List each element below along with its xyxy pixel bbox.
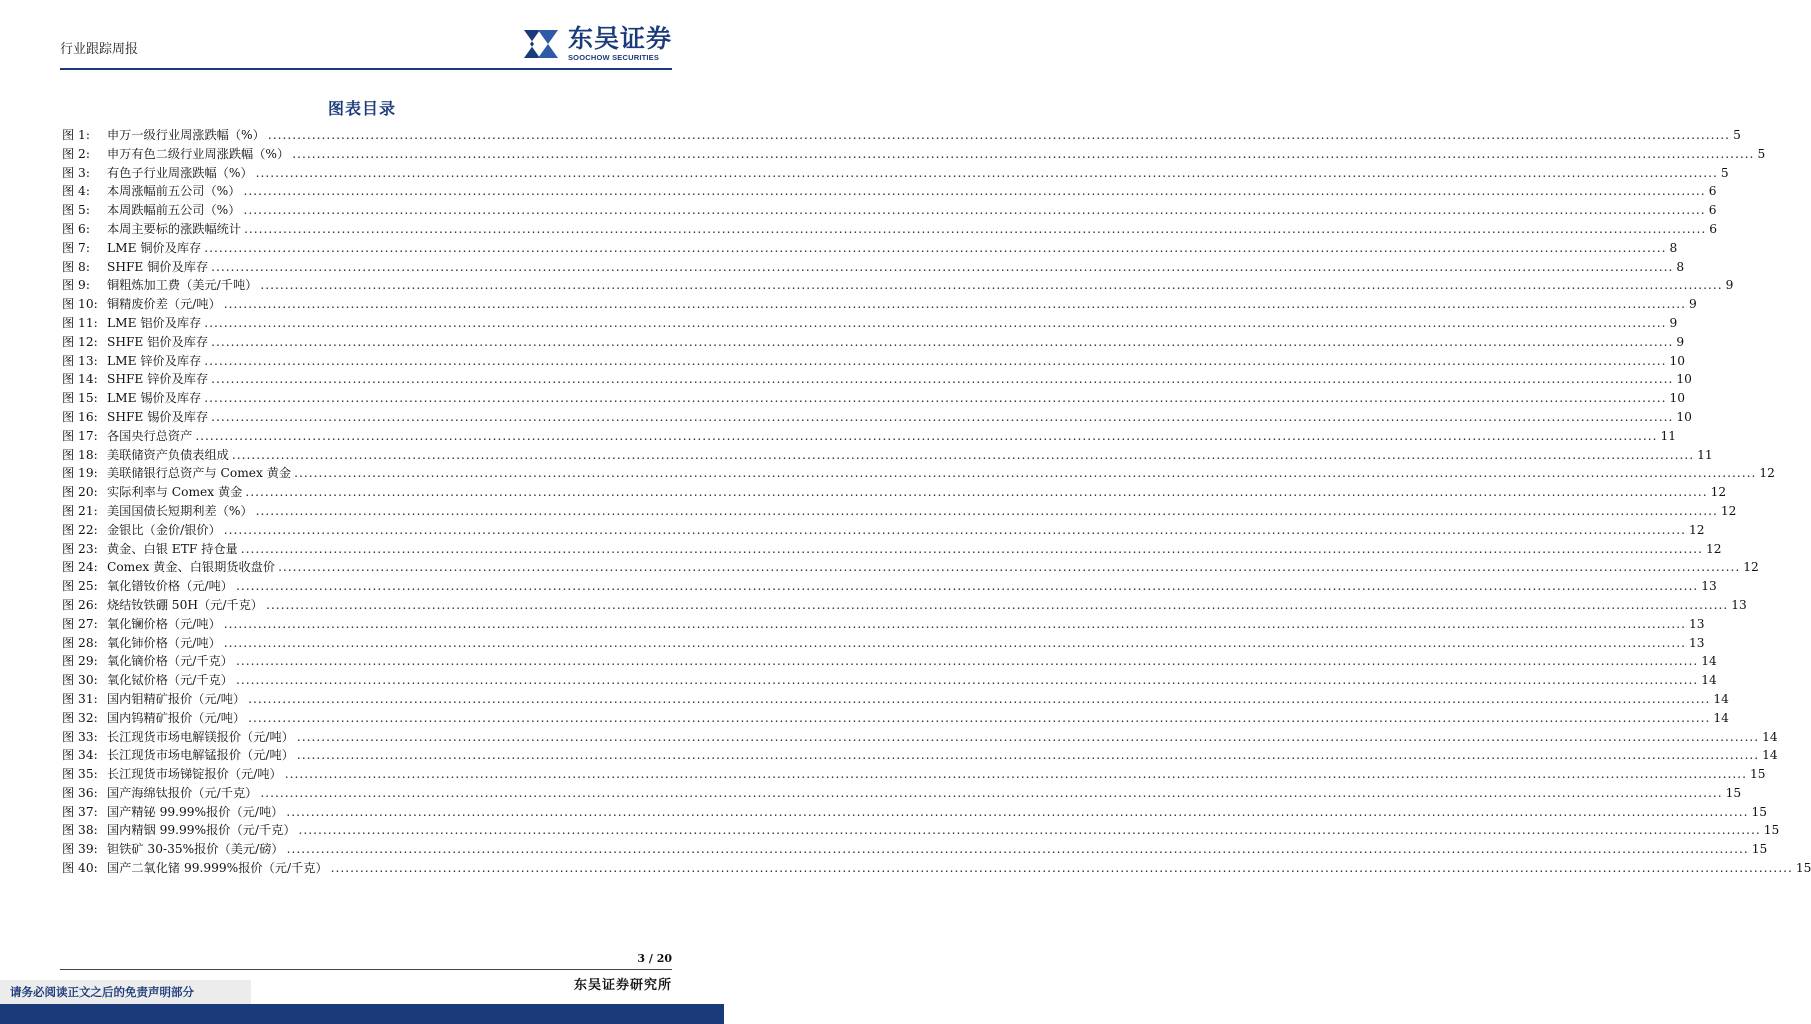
toc-entry-number: 图 7:	[62, 240, 90, 255]
toc-leader-dots: ............................................................................................................................................................................................................................................................................................................	[211, 334, 1674, 349]
toc-leader-dots: ............................................................................................................................................................................................................................................................................................................	[235, 654, 1699, 669]
toc-entry-label: 实际利率与 Comex 黄金	[107, 485, 243, 500]
logo-chinese-name: 东吴证券	[567, 24, 672, 53]
toc-leader-dots: ............................................................................................................................................................................................................................................................................................................	[211, 372, 1674, 387]
toc-leader-dots: ............................................................................................................................................................................................................................................................................................................	[266, 597, 1729, 612]
toc-entry-label: SHFE 锌价及库存	[107, 372, 209, 387]
toc-entry[interactable]	[62, 709, 1729, 728]
toc-leader-dots: ............................................................................................................................................................................................................................................................................................................	[204, 353, 1667, 368]
toc-entry-page: 9	[1725, 278, 1734, 293]
toc-entry-page: 10	[1676, 409, 1692, 424]
toc-entry-number: 图 2:	[62, 146, 90, 161]
toc-entry[interactable]	[62, 276, 1734, 295]
toc-entry-label: 申万有色二级行业周涨跌幅（%）	[107, 146, 290, 161]
toc-entry-number: 图 17:	[62, 428, 98, 443]
toc-entry-page: 11	[1660, 428, 1677, 443]
toc-leader-dots: ............................................................................................................................................................................................................................................................................................................	[260, 278, 1723, 293]
toc-leader-dots: ............................................................................................................................................................................................................................................................................................................	[235, 579, 1699, 594]
toc-entry-label: 本周主要标的涨跌幅统计	[107, 221, 242, 236]
toc-entry-number: 图 22:	[62, 522, 98, 537]
toc-entry[interactable]	[62, 126, 1741, 145]
toc-entry-label: 铜粗炼加工费（美元/千吨）	[107, 278, 258, 293]
toc-entry-number: 图 35:	[62, 767, 98, 782]
toc-entry-page: 5	[1720, 165, 1729, 180]
toc-leader-dots: ............................................................................................................................................................................................................................................................................................................	[240, 541, 1703, 556]
toc-entry[interactable]	[62, 182, 1717, 201]
toc-leader-dots: ............................................................................................................................................................................................................................................................................................................	[294, 466, 1757, 481]
toc-entry-number: 图 5:	[62, 203, 90, 218]
toc-entry-label: 各国央行总资产	[107, 428, 193, 443]
toc-entry-label: 长江现货市场电解镁报价（元/吨）	[107, 729, 294, 744]
toc-leader-dots: ............................................................................................................................................................................................................................................................................................................	[204, 240, 1667, 255]
toc-entry-number: 图 24:	[62, 560, 98, 575]
toc-entry-label: 国产二氧化锗 99.999%报价（元/千克）	[107, 861, 328, 876]
toc-entry-number: 图 9:	[62, 278, 90, 293]
toc-entry[interactable]	[62, 803, 1768, 822]
toc-entry-page: 15	[1725, 785, 1742, 800]
toc-entry-page: 15	[1795, 861, 1811, 876]
toc-entry-number: 图 37:	[62, 804, 98, 819]
toc-entry[interactable]	[62, 540, 1722, 559]
toc-entry[interactable]	[62, 145, 1766, 164]
toc-leader-dots: ............................................................................................................................................................................................................................................................................................................	[286, 804, 1749, 819]
toc-entry[interactable]	[62, 652, 1717, 671]
toc-leader-dots: ............................................................................................................................................................................................................................................................................................................	[223, 522, 1687, 537]
toc-entry-label: 国产海绵钛报价（元/千克）	[107, 785, 258, 800]
toc-entry-page: 6	[1708, 203, 1717, 218]
toc-leader-dots: ............................................................................................................................................................................................................................................................................................................	[243, 184, 1706, 199]
toc-leader-dots: ............................................................................................................................................................................................................................................................................................................	[296, 729, 1760, 744]
report-type-label: 行业跟踪周报	[60, 42, 139, 57]
toc-entry-label: 本周跌幅前五公司（%）	[107, 203, 241, 218]
toc-entry-page: 9	[1689, 297, 1697, 312]
toc-entry-label: 氧化镝价格（元/千克）	[107, 654, 233, 669]
toc-entry-label: LME 锌价及库存	[107, 353, 202, 368]
toc-entry-number: 图 32:	[62, 710, 98, 725]
toc-entry-number: 图 40:	[62, 861, 98, 876]
toc-leader-dots: ............................................................................................................................................................................................................................................................................................................	[204, 315, 1667, 330]
toc-leader-dots: ............................................................................................................................................................................................................................................................................................................	[248, 710, 1711, 725]
page-number: 3 / 20	[637, 952, 672, 965]
toc-entry-label: 黄金、白银 ETF 持仓量	[107, 541, 238, 556]
toc-leader-dots: ............................................................................................................................................................................................................................................................................................................	[211, 259, 1674, 274]
toc-entry-label: Comex 黄金、白银期货收盘价	[107, 560, 276, 575]
toc-entry-label: 长江现货市场电解锰报价（元/吨）	[107, 748, 294, 763]
toc-entry-number: 图 36:	[62, 785, 98, 800]
toc-entry-page: 14	[1701, 673, 1717, 688]
toc-entry[interactable]	[62, 314, 1678, 333]
toc-entry-page: 14	[1713, 710, 1729, 725]
toc-entry[interactable]	[62, 370, 1692, 389]
disclaimer-text: 请务必阅读正文之后的免责声明部分	[10, 985, 194, 999]
toc-entry-label: 长江现货市场锑锭报价（元/吨）	[107, 767, 282, 782]
toc-entry-label: LME 锡价及库存	[107, 391, 202, 406]
toc-entry-label: SHFE 锡价及库存	[107, 409, 209, 424]
toc-entry-page: 12	[1710, 485, 1727, 500]
toc-entry-label: 美联储资产负债表组成	[107, 447, 229, 462]
footer-band	[0, 1004, 724, 1024]
toc-entry-number: 图 29:	[62, 654, 98, 669]
toc-entry-label: 本周涨幅前五公司（%）	[107, 184, 241, 199]
toc-entry-page: 12	[1705, 541, 1722, 556]
disclaimer-box	[0, 980, 251, 1004]
institute-name: 东吴证券研究所	[573, 978, 672, 993]
toc-entry-page: 6	[1708, 184, 1717, 199]
toc-entry-number: 图 18:	[62, 447, 98, 462]
toc-entry-page: 12	[1689, 522, 1705, 537]
toc-leader-dots: ............................................................................................................................................................................................................................................................................................................	[292, 146, 1755, 161]
toc-leader-dots: ............................................................................................................................................................................................................................................................................................................	[195, 428, 1658, 443]
toc-entry-number: 图 33:	[62, 729, 98, 744]
toc-entry[interactable]	[62, 765, 1766, 784]
toc-entry-page: 5	[1757, 146, 1766, 161]
toc-entry-number: 图 39:	[62, 842, 98, 857]
toc-leader-dots: ............................................................................................................................................................................................................................................................................................................	[223, 616, 1687, 631]
toc-entry-page: 13	[1731, 597, 1747, 612]
footer-divider	[60, 969, 672, 970]
toc-leader-dots: ............................................................................................................................................................................................................................................................................................................	[244, 221, 1707, 236]
toc-entry-number: 图 3:	[62, 165, 90, 180]
toc-entry-number: 图 25:	[62, 579, 98, 594]
toc-entry-label: 氧化铈价格（元/吨）	[107, 635, 221, 650]
toc-entry-label: LME 铜价及库存	[107, 240, 202, 255]
toc-entry[interactable]	[62, 521, 1705, 540]
toc-entry-number: 图 20:	[62, 485, 98, 500]
toc-entry[interactable]	[62, 333, 1685, 352]
toc-entry[interactable]	[62, 690, 1729, 709]
toc-entry[interactable]	[62, 389, 1686, 408]
toc-entry[interactable]	[62, 446, 1713, 465]
toc-leader-dots: ............................................................................................................................................................................................................................................................................................................	[298, 823, 1761, 838]
toc-entry-page: 8	[1676, 259, 1685, 274]
toc-entry-label: 有色子行业周涨跌幅（%）	[107, 165, 253, 180]
toc-leader-dots: ............................................................................................................................................................................................................................................................................................................	[204, 391, 1667, 406]
toc-entry-label: 金银比（金价/银价）	[107, 522, 221, 537]
toc-entry-page: 11	[1697, 447, 1713, 462]
toc-entry[interactable]	[62, 201, 1717, 220]
toc-entry-page: 12	[1720, 503, 1737, 518]
toc-leader-dots: ............................................................................................................................................................................................................................................................................................................	[245, 485, 1708, 500]
toc-entry-number: 图 1:	[62, 128, 90, 142]
toc-leader-dots: ............................................................................................................................................................................................................................................................................................................	[235, 673, 1699, 688]
toc-entry-page: 13	[1689, 635, 1705, 650]
toc-entry-page: 10	[1669, 391, 1686, 406]
toc-entry-page: 14	[1762, 748, 1778, 763]
toc-entry-page: 6	[1709, 221, 1718, 236]
toc-entry-label: 钽铁矿 30-35%报价（美元/磅）	[107, 842, 284, 857]
toc-leader-dots: ............................................................................................................................................................................................................................................................................................................	[296, 748, 1760, 763]
toc-entry-number: 图 13:	[62, 353, 98, 368]
toc-entry-page: 15	[1749, 767, 1766, 782]
toc-entry-number: 图 34:	[62, 748, 98, 763]
toc-entry-number: 图 11:	[62, 315, 98, 330]
toc-entry-label: 氧化镧价格（元/吨）	[107, 616, 221, 631]
toc-entry-page: 14	[1713, 691, 1729, 706]
toc-entry-page: 13	[1689, 616, 1705, 631]
toc-entry-label: 烧结钕铁硼 50H（元/千克）	[107, 597, 263, 612]
toc-entry[interactable]	[62, 671, 1717, 690]
toc-entry[interactable]	[62, 220, 1718, 239]
toc-entry[interactable]	[62, 558, 1759, 577]
toc-entry-number: 图 26:	[62, 597, 98, 612]
toc-entry[interactable]	[62, 577, 1717, 596]
toc-entry-number: 图 21:	[62, 503, 98, 518]
toc-entry-page: 10	[1669, 353, 1686, 368]
toc-entry-number: 图 31:	[62, 691, 98, 706]
toc-entry-page: 15	[1763, 823, 1780, 838]
toc-entry-page: 15	[1751, 804, 1768, 819]
toc-entry-label: 美国国债长短期利差（%）	[107, 503, 253, 518]
toc-leader-dots: ............................................................................................................................................................................................................................................................................................................	[267, 128, 1731, 142]
toc-entry-number: 图 12:	[62, 334, 98, 349]
toc-leader-dots: ............................................................................................................................................................................................................................................................................................................	[284, 767, 1747, 782]
toc-entry-number: 图 28:	[62, 635, 98, 650]
toc-entry-label: SHFE 铜价及库存	[107, 259, 209, 274]
toc-entry-page: 12	[1743, 560, 1759, 575]
toc-entry[interactable]	[62, 746, 1778, 765]
toc-entry[interactable]	[62, 615, 1705, 634]
toc-list	[62, 126, 1811, 878]
toc-entry[interactable]	[62, 352, 1686, 371]
header-divider	[60, 68, 672, 70]
toc-leader-dots: ............................................................................................................................................................................................................................................................................................................	[260, 785, 1723, 800]
toc-entry-page: 13	[1701, 579, 1717, 594]
toc-entry[interactable]	[62, 483, 1727, 502]
toc-entry-number: 图 16:	[62, 409, 98, 424]
toc-entry[interactable]	[62, 596, 1747, 615]
toc-entry-page: 8	[1669, 240, 1678, 255]
toc-leader-dots: ............................................................................................................................................................................................................................................................................................................	[243, 203, 1706, 218]
toc-entry-number: 图 23:	[62, 541, 98, 556]
toc-entry[interactable]	[62, 859, 1811, 878]
toc-entry-page: 14	[1701, 654, 1717, 669]
toc-leader-dots: ............................................................................................................................................................................................................................................................................................................	[223, 635, 1687, 650]
toc-entry-number: 图 38:	[62, 823, 98, 838]
toc-entry-number: 图 4:	[62, 184, 90, 199]
toc-entry[interactable]	[62, 258, 1685, 277]
toc-entry-number: 图 15:	[62, 391, 98, 406]
toc-entry[interactable]	[62, 239, 1678, 258]
toc-entry-page: 5	[1733, 128, 1741, 142]
toc-leader-dots: ............................................................................................................................................................................................................................................................................................................	[255, 503, 1718, 518]
toc-entry-page: 12	[1759, 466, 1775, 481]
toc-entry-page: 9	[1676, 334, 1685, 349]
toc-leader-dots: ............................................................................................................................................................................................................................................................................................................	[286, 842, 1749, 857]
toc-entry-number: 图 6:	[62, 221, 90, 236]
toc-entry[interactable]	[62, 295, 1697, 314]
toc-entry-label: 申万一级行业周涨跌幅（%）	[107, 128, 265, 142]
toc-entry[interactable]	[62, 502, 1737, 521]
soochow-logo-icon	[518, 24, 564, 64]
toc-entry-label: LME 铝价及库存	[107, 315, 202, 330]
toc-entry-label: 氧化镨钕价格（元/吨）	[107, 579, 233, 594]
toc-entry-label: 美联储银行总资产与 Comex 黄金	[107, 466, 292, 481]
toc-entry-page: 15	[1751, 842, 1768, 857]
toc-entry-label: 氧化铽价格（元/千克）	[107, 673, 233, 688]
toc-entry-page: 14	[1762, 729, 1778, 744]
toc-leader-dots: ............................................................................................................................................................................................................................................................................................................	[223, 297, 1687, 312]
toc-entry[interactable]	[62, 840, 1768, 859]
toc-entry[interactable]	[62, 821, 1780, 840]
toc-leader-dots: ............................................................................................................................................................................................................................................................................................................	[255, 165, 1718, 180]
toc-entry-label: 国内钼精矿报价（元/吨）	[107, 691, 246, 706]
toc-entry[interactable]	[62, 634, 1705, 653]
toc-entry-label: SHFE 铝价及库存	[107, 334, 209, 349]
toc-entry-number: 图 10:	[62, 297, 98, 312]
logo-english-name: SOOCHOW SECURITIES	[567, 53, 660, 62]
toc-entry[interactable]	[62, 427, 1677, 446]
toc-entry[interactable]	[62, 728, 1778, 747]
toc-entry-number: 图 27:	[62, 616, 98, 631]
toc-entry-page: 10	[1676, 372, 1692, 387]
toc-entry[interactable]	[62, 784, 1742, 803]
company-logo	[518, 24, 672, 64]
toc-leader-dots: ............................................................................................................................................................................................................................................................................................................	[278, 560, 1741, 575]
toc-entry-label: 铜精废价差（元/吨）	[107, 297, 221, 312]
toc-entry[interactable]	[62, 464, 1775, 483]
toc-leader-dots: ............................................................................................................................................................................................................................................................................................................	[211, 409, 1674, 424]
toc-title: 图表目录	[327, 99, 396, 118]
toc-entry-label: 国内精铟 99.99%报价（元/千克）	[107, 823, 296, 838]
toc-entry[interactable]	[62, 164, 1729, 183]
toc-entry-label: 国内钨精矿报价（元/吨）	[107, 710, 246, 725]
toc-entry-label: 国产精铋 99.99%报价（元/吨）	[107, 804, 284, 819]
toc-entry-page: 9	[1669, 315, 1678, 330]
toc-entry-number: 图 30:	[62, 673, 98, 688]
toc-leader-dots: ............................................................................................................................................................................................................................................................................................................	[248, 691, 1711, 706]
toc-entry[interactable]	[62, 408, 1692, 427]
toc-entry-number: 图 19:	[62, 466, 98, 481]
toc-leader-dots: ............................................................................................................................................................................................................................................................................................................	[330, 861, 1793, 876]
toc-leader-dots: ............................................................................................................................................................................................................................................................................................................	[231, 447, 1695, 462]
toc-entry-number: 图 14:	[62, 372, 98, 387]
toc-entry-number: 图 8:	[62, 259, 90, 274]
